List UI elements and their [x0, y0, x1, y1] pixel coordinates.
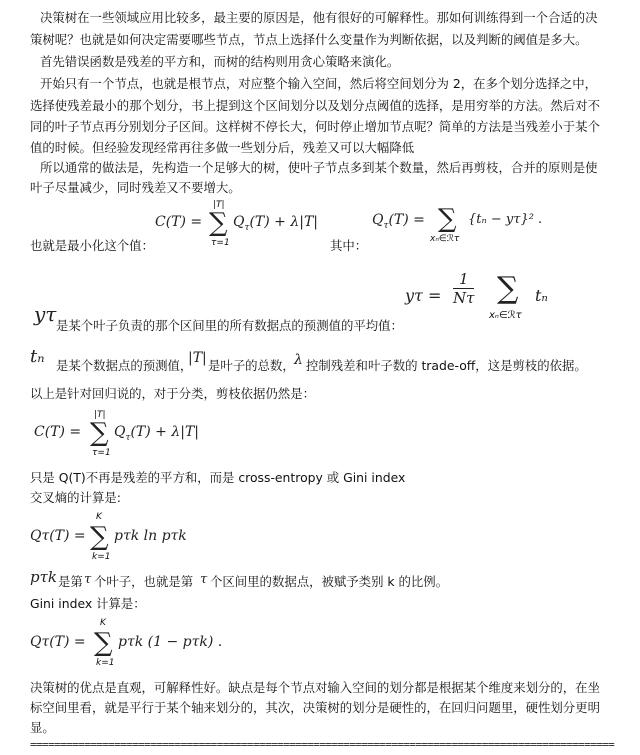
cost-formula: [155, 200, 325, 250]
sum-symbol: ∑: [438, 204, 457, 234]
sum-symbol: ∑: [94, 628, 113, 658]
formula-body: pτk ln pτk: [114, 528, 187, 544]
paragraph-line: 决策树的优点是直观，可解释性好。缺点是每个节点对输入空间的划分都是根据某个维度来划分的，在坐: [30, 680, 600, 695]
paragraph-line: 标空间里看，就是平行于某个轴来划分的，其次，决策树的划分是硬性的，在回归问题里，硬性划分更明: [30, 700, 600, 715]
gini-label: Gini index 计算是：: [30, 596, 146, 611]
sum-upper-limit: |T|: [94, 410, 106, 420]
leaf-count-description: 是叶子的总数，: [208, 358, 295, 373]
sum-lower-limit: k=1: [92, 552, 111, 562]
formula-body: {tₙ − yτ}²: [468, 212, 534, 227]
sum-symbol: ∑: [209, 208, 228, 238]
paragraph-line: 决策树在一些领域应用比较多，最主要的原因是，他有很好的可解释性。那如何训练得到一个合适的决: [40, 10, 598, 25]
formula-term: $Q_\tau(T) + \lambda|T|$: [233, 214, 319, 233]
sum-symbol: ∑: [90, 418, 109, 448]
cost-formula-classification: [34, 410, 214, 460]
cross-entropy-label: 交叉熵的计算是:: [30, 490, 121, 505]
formula-period: .: [538, 212, 543, 227]
formula-term: $Q_\tau(T) + \lambda|T|$: [114, 424, 200, 443]
paragraph-line: 值的时候。但经验发现经常再往多做一些划分后，残差又可以大幅降低: [30, 140, 415, 155]
sum-upper-limit: |T|: [213, 200, 225, 210]
p-tau-k-description: 个区间里的数据点，被赋予类别 k 的比例。: [210, 574, 449, 589]
separator-rule: =================================================================================================: [30, 738, 615, 751]
cross-entropy-formula: [30, 512, 210, 564]
paragraph-line: 同的叶子节点再分别划分子区间。这样树不停长大，何时停止增加节点呢？简单的方法是当残差小于某个: [30, 119, 600, 134]
fraction-denominator: Nτ: [453, 289, 475, 307]
p-tau-k-description: 是第: [58, 574, 83, 589]
formula-body: pτk (1 − pτk) .: [118, 634, 223, 650]
sum-symbol: ∑: [497, 271, 519, 306]
sum-upper-limit: K: [100, 618, 106, 628]
paragraph-line: 选择使残差最小的那个划分，书上提到这个区间划分以及划分点阈值的选择，是用穷举的方法。然后对不: [30, 98, 600, 113]
y-tau-symbol: yτ: [34, 302, 57, 326]
sum-symbol: ∑: [90, 522, 109, 552]
t-n-symbol: tₙ: [30, 346, 45, 367]
lambda-description: 控制残差和叶子数的 trade-off，这是剪枝的依据。: [306, 358, 587, 373]
paragraph-line: 叶子尽量减少，同时残差又不要增大。: [30, 180, 241, 195]
formula-lhs: C(T) =: [34, 424, 82, 440]
paragraph-line: 策树呢？也就是如何决定需要哪些节点，节点上选择什么变量作为判断依据，以及判断的阈值是多大。: [30, 32, 588, 47]
sum-lower-limit: xₙ∈ℛτ: [489, 310, 522, 321]
tau-symbol: τ: [200, 572, 208, 587]
formula-lhs: Qτ(T) =: [30, 634, 86, 650]
formula-lhs: C(T) =: [155, 214, 203, 230]
p-tau-k-description: 个叶子，也就是第: [94, 574, 194, 589]
sum-upper-limit: K: [96, 512, 102, 522]
sum-lower-limit: k=1: [96, 658, 115, 668]
sum-lower-limit: xₙ∈ℛτ: [430, 234, 460, 244]
tau-symbol: τ: [84, 572, 92, 587]
y-tau-description: 是某个叶子负责的那个区间里的所有数据点的预测值的平均值：: [56, 318, 403, 333]
minimize-label: 也就是最小化这个值：: [30, 238, 154, 253]
sum-lower-limit: τ=1: [92, 448, 111, 458]
p-tau-k-symbol: pτk: [30, 568, 57, 586]
where-label: 其中：: [330, 238, 368, 253]
formula-lhs: $Q_\tau(T)$ =: [372, 212, 425, 231]
formula-body: tₙ: [535, 286, 548, 305]
formula-lhs: Qτ(T) =: [30, 528, 86, 544]
paragraph-line: 首先错误函数是残差的平方和，而树的结构则用贪心策略来演化。: [40, 54, 400, 69]
fraction-numerator: 1: [453, 270, 474, 289]
formula-fraction: [453, 270, 474, 307]
paragraph-line: 开始只有一个节点，也就是根节点，对应整个输入空间，然后将空间划分为 2，在多个划分选择之中，: [40, 76, 598, 91]
sum-lower-limit: τ=1: [211, 238, 230, 248]
gini-formula: [30, 618, 250, 670]
lambda-symbol: λ: [294, 352, 303, 368]
regression-note: 以上是针对回归说的，对于分类，剪枝依据仍然是：: [30, 386, 315, 401]
paragraph-line: 所以通常的做法是，先构造一个足够大的树，使叶子节点多到某个数量，然后再剪枝，合并的原则是使: [40, 160, 598, 175]
q-formula: [372, 206, 562, 248]
mean-formula: [405, 266, 575, 328]
formula-lhs: yτ =: [405, 286, 442, 305]
t-n-description: 是某个数据点的预测值，: [56, 358, 193, 373]
q-note: 只是 Q(T)不再是残差的平方和，而是 cross-entropy 或 Gini index: [30, 470, 406, 485]
leaf-count-symbol: |T|: [188, 350, 207, 366]
paragraph-line: 显。: [30, 720, 55, 735]
